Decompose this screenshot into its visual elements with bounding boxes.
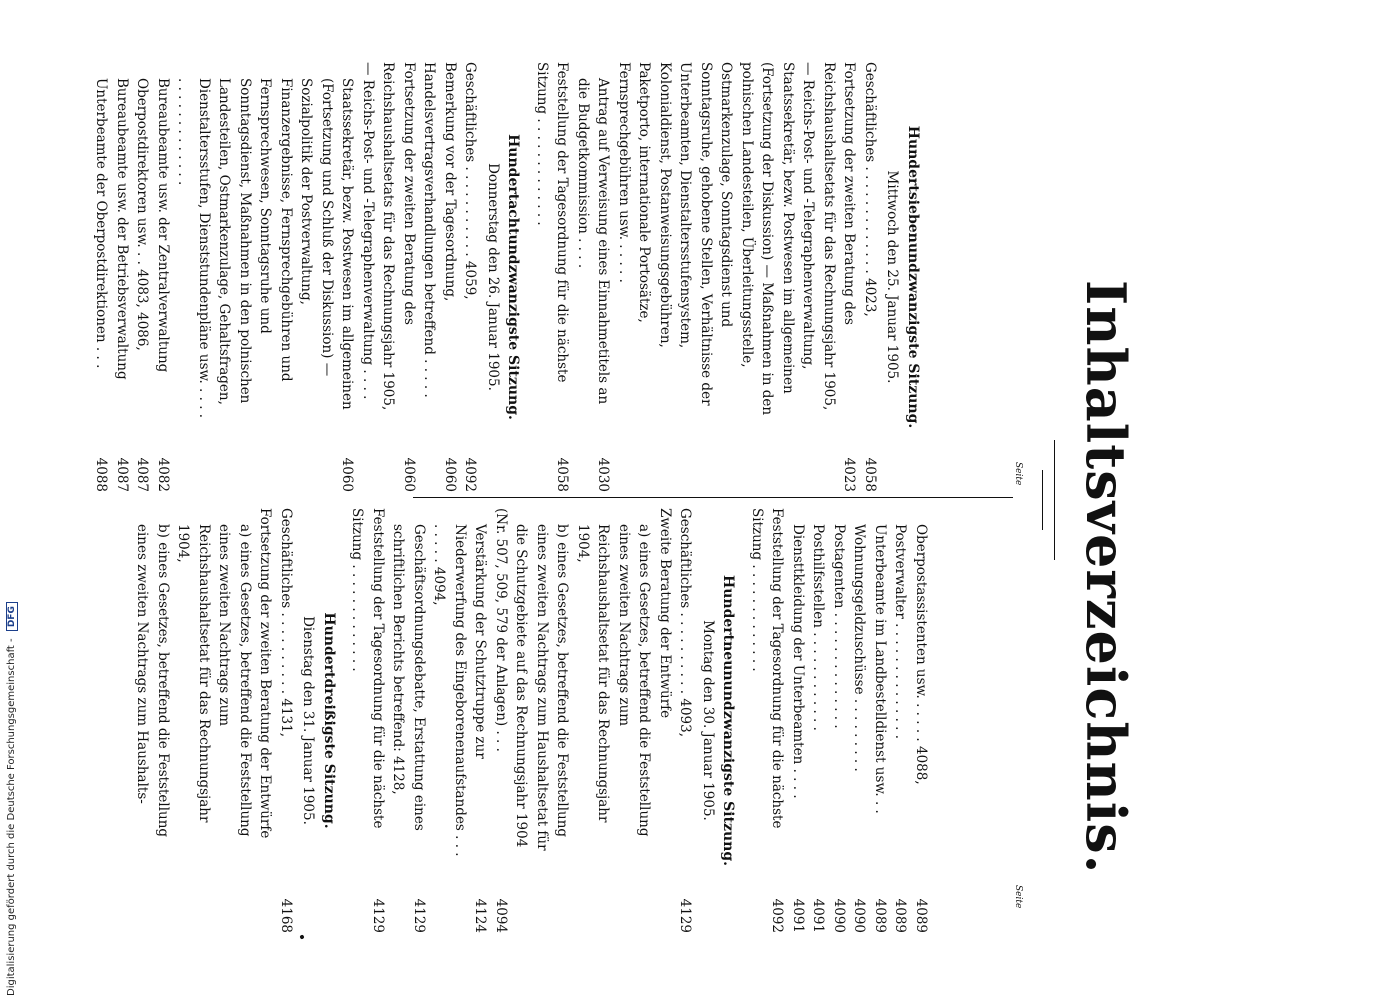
toc-entry-page [132,865,173,933]
toc-entry-page [573,865,655,933]
toc-entry [132,62,153,492]
toc-entry-text: Oberpostassistenten usw. . . . . . 4088, [913,524,929,785]
toc-entry-text: Unterbeamte im Landbestelldienst usw. . . [872,524,888,814]
toc-section [347,508,739,933]
toc-entry [173,508,255,933]
toc-entry-text: Feststellung der Tagesordnung für die nächste Sitzung . . . . . . . . . . . . . [534,62,571,383]
toc-entry-page: 4060 [401,457,417,492]
toc-entry-text: Fortsetzung der zweiten Beratung der Entwürfe [257,508,274,839]
toc-entry-page: 4129 [370,898,386,933]
toc-entry-page: 4090 [831,898,847,933]
toc-entry-text: Zweite Beratung der Entwürfe [657,508,673,719]
toc-entry-text: Geschäftliches . . . . . . . . . . 4131, [278,508,294,737]
toc-section [747,508,932,933]
toc-entry-text: Postverwalter . . . . . . . . . . . . . . [892,524,909,740]
toc-entry-page: 4129 [411,898,427,933]
toc-entry-page: 4124 [472,898,489,933]
toc-entry-page: 4082 [155,457,171,492]
toc-entry [870,508,891,933]
session-date: Mittwoch den 25. Januar 1905. [884,170,901,384]
toc-entry [91,62,112,492]
digitization-credit [6,602,18,996]
toc-entry-text: Posthilfsstellen . . . . . . . . . . . . [810,524,827,731]
title-rule-short [1042,470,1043,530]
left-column [91,62,931,492]
toc-entry-text: Wohnungsgeldzuschüsse . . . . . . . . . [851,524,868,772]
toc-entry [388,508,429,933]
toc-entry-text: Geschäftliches . . . . . . . . . . . 4059, [462,62,479,300]
toc-entry-page [511,865,573,933]
toc-entry-page: 4058 [862,457,878,492]
session-heading: Hundertachtundzwanzigste Sitzung. [505,134,522,420]
session-heading: Hundertsiebenundzwanzigste Sitzung. [905,125,921,429]
toc-entry-page: 4058 [554,457,571,492]
toc-entry-page: 4060 [339,457,356,492]
toc-entry-page: 4092 [462,457,479,492]
toc-entry-page: 4168 [278,898,294,933]
toc-entry-text: Postagenten . . . . . . . . . . . . . . [831,524,847,729]
toc-entry-page: 4089 [872,898,888,933]
toc-entry [255,508,276,933]
seite-label-right: Seite [1013,885,1023,909]
toc-entry [747,508,788,933]
toc-entry [276,508,297,933]
toc-entry-text: Feststellung der Tagesordnung für die nächste Sitzung . . . . . . . . . . . . . [749,508,786,829]
toc-entry [460,62,481,492]
toc-entry-text: Bureaubeamte usw. der Betriebsverwaltung [114,78,130,380]
toc-entry [808,508,829,933]
toc-entry-page [655,865,676,933]
toc-entry [112,62,133,492]
toc-entry-text: Oberpostdirektoren usw. . . 4083, 4086, [134,78,151,351]
seite-label-left: Seite [1013,462,1023,486]
toc-entry-page: 4091 [810,898,827,933]
session-date: Donnerstag den 26. Januar 1905. [485,163,501,391]
toc-entry [849,508,870,933]
toc-entry-text: Verstärkung der Schutztruppe zur Niederwerfung des Eingeborenenaufstandes . . . . . . . . 4094, [431,524,489,857]
right-column [132,508,931,933]
toc-entry [419,62,460,492]
toc-entry-text: Bemerkung vor der Tagesordnung, Handelsvertragsverhandlungen betreffend . . . . . [421,62,458,398]
toc-entry-page: 4094 [493,898,509,933]
column-divider [413,497,1013,498]
toc-entry [675,508,696,933]
toc-entry-page: 4092 [769,898,786,933]
toc-entry-text: b) eines Gesetzes, betreffend die Feststellung eines zweiten Nachtrags zum Haushalts- [134,524,171,838]
toc-entry [614,62,860,492]
toc-entry-page: 4088 [93,457,110,492]
toc-entry-text: Staatssekretär, bezw. Postwesen im allgemeinen (Fortsetzung und Schluß der Diskussion) — Sozialpolitik der Postverwaltung, Finanzergebnisse, Fernsprechgebühren und Fernsprechwesen, Sonntagsruhe und Sonntagsdienst, Maßnahmen in den polnischen Landesteilen, Ostmarkenzulage, Gehaltsfragen, Dienstaltersstufen, Dienststundenpläne usw. . . . . . . . . . . . . . . . . . [175,78,356,419]
toc-entry [890,508,911,933]
toc-section [91,62,524,492]
toc-entry-page: 4090 [851,898,868,933]
toc-entry [491,508,512,933]
toc-entry-text: Fortsetzung der zweiten Beratung des Reichshaushaltsetats für das Rechnungsjahr 1905, — Reichs-Post- und -Telegraphenverwaltung, Staatssekretär, bezw. Postwesen im allgemeinen (Fortsetzung der Diskussion) — Maßnahmen in den polnischen Landesteilen, Überleitungsstelle, Ostmarkenzulage, Sonntagsdienst und Sonntagsruhe, gehobene Stellen, Verhältnisse der Unterbeamten, Dienstaltersstufensystem, Kolonialdienst, Postanweisungsgebühren, Paketporto, internationale Portosätze, Fernsprechgebühren usw. . . . . . [616,62,858,416]
toc-entry-page: 4087 [134,457,151,492]
toc-entry-page: 4087 [114,457,130,492]
toc-entry [788,508,809,933]
toc-entry [655,508,676,933]
toc-entry-page: 4091 [790,898,806,933]
toc-entry [358,62,420,492]
dfg-logo: DFG [6,602,18,631]
toc-entry [911,508,932,933]
toc-entry-page: 4089 [892,898,909,933]
toc-entry-text: a) eines Gesetzes, betreffend die Feststellung eines zweiten Nachtrags zum Reichshaushaltsetat für das Rechnungsjahr 1904, [175,524,253,837]
toc-entry [532,62,573,492]
toc-entry-text: Geschäftsordnungsdebatte, Erstattung eines schriftlichen Berichts betreffend: 4128, [390,524,427,831]
toc-entry [573,62,614,492]
toc-entry [429,508,491,933]
toc-entry-page: 4023 [841,457,858,492]
toc-entry [173,62,358,492]
title-rule [1054,440,1055,560]
session-heading: Hundertdreißigste Sitzung. [321,612,337,829]
toc-entry-text: Geschäftliches . . . . . . . . . . . . . 4023, [862,62,878,317]
toc-entry [860,62,881,492]
toc-entry [153,62,174,492]
toc-entry [132,508,173,933]
toc-entry-text: (Nr. 507, 509, 579 der Anlagen) . . . [493,508,509,752]
toc-entry-text: a) eines Gesetzes, betreffend die Feststellung eines zweiten Nachtrags zum Reichshaushaltsetat für das Rechnungsjahr 1904, [575,524,653,837]
toc-entry-page [173,865,255,933]
session-date: Dienstag den 31. Januar 1905. [300,616,317,825]
toc-section [132,508,339,933]
toc-entry-text: Bureaubeamte usw. der Zentralverwaltung [155,78,171,373]
toc-entry [347,508,388,933]
toc-section [532,62,924,492]
toc-entry-text: b) eines Gesetzes, betreffend die Feststellung eines zweiten Nachtrags zum Haushaltsetat für die Schutzgebiete auf das Rechnungsjahr 1904 [513,524,571,851]
toc-entry-page: 4030 [595,457,612,492]
toc-entry-text: Unterbeamte der Oberpostdirektionen . . . [93,78,110,369]
toc-entry [573,508,655,933]
toc-entry [511,508,573,933]
page-title: Inhaltsverzeichnis. [1074,280,1138,875]
toc-entry-text: Diensttkleidung der Unterbeamten . . . . [790,524,806,799]
toc-entry-page: 4089 [913,898,929,933]
toc-entry-page [255,865,276,933]
toc-entry-text: Geschäftliches . . . . . . . . . . 4093, [677,508,694,737]
session-date: Montag den 30. Januar 1905. [700,620,716,821]
toc-entry-page: 4060 [442,457,458,492]
toc-entry [829,508,850,933]
toc-entry-text: Antrag auf Verweisung eines Einnahmetitels an die Budgetkommission . . . . [575,78,612,405]
toc-entry-text: Fortsetzung der zweiten Beratung des Reichshaushaltsetats für das Rechnungsjahr 1905, — Reichs-Post- und -Telegraphenverwaltung . . . . [360,62,417,411]
credit-text: Digitalisierung gefördert durch die Deutsche Forschungsgemeinschaft - [6,638,17,996]
toc-entry-page: 4129 [677,898,694,933]
toc-entry-text: Feststellung der Tagesordnung für die nächste Sitzung . . . . . . . . . . . . . [349,508,386,829]
session-heading: Hundertneunundzwanzigste Sitzung. [720,574,737,867]
